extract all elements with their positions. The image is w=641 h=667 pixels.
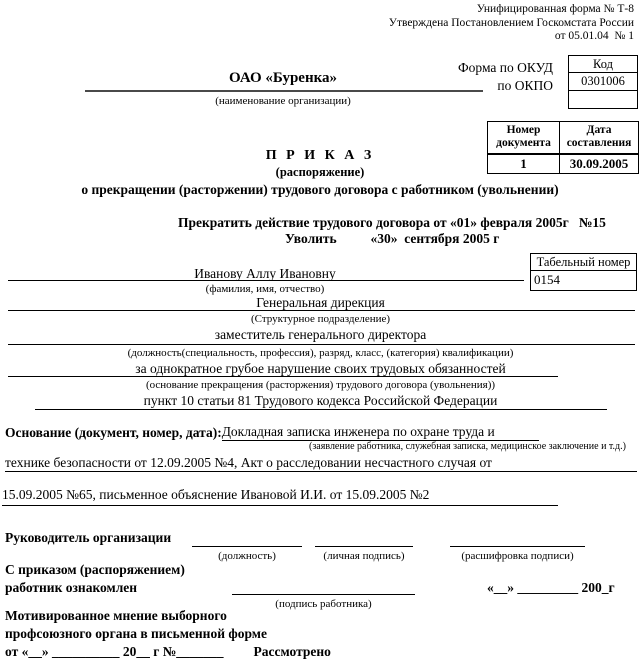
- order-subtitle: (распоряжение): [275, 165, 365, 179]
- order-title: П Р И К А З: [265, 148, 375, 163]
- employee-name-caption: (фамилия, имя, отчество): [205, 283, 325, 295]
- union-opinion-line1: Мотивированное мнение выборного: [5, 608, 227, 623]
- acknowledgement-line1: С приказом (распоряжением): [5, 562, 185, 577]
- organization-name: ОАО «Буренка»: [228, 70, 338, 86]
- acknowledgement-line2: работник ознакомлен: [5, 580, 138, 595]
- okud-label: Форма по ОКУД: [457, 60, 553, 75]
- composition-date-value: 30.09.2005: [560, 154, 639, 174]
- code-header-cell: Код: [569, 56, 637, 73]
- signature-transcript-caption: (расшифровка подписи): [461, 550, 574, 562]
- form-meta-line: Утверждена Постановлением Госкомстата России: [388, 16, 634, 29]
- position-signature-caption: (должность): [218, 550, 276, 562]
- basis-value-line2: технике безопасности от 12.09.2005 №4, Акт о расследовании несчастного случая от: [5, 455, 492, 470]
- personnel-number-label: Табельный номер: [531, 254, 636, 271]
- union-date-number-blank: от «__» __________ 20__ г №_______: [5, 644, 224, 659]
- order-subject: о прекращении (расторжении) трудового договора с работником (увольнении): [81, 182, 559, 197]
- union-opinion-line2: профсоюзного органа в письменной форме: [5, 626, 267, 641]
- labor-code-article: пункт 10 статьи 81 Трудового кодекса Российской Федерации: [143, 393, 498, 408]
- head-of-organization-label: Руководитель организации: [5, 530, 172, 545]
- okud-code-cell: 0301006: [569, 73, 637, 91]
- basis-value-line1: Докладная записка инженера по охране труда и: [222, 424, 539, 441]
- employee-name: [30, 266, 500, 281]
- employee-signature-caption: (подпись работника): [275, 598, 372, 610]
- okpo-label: по ОКПО: [497, 78, 553, 93]
- position-value: заместитель генерального директора: [214, 327, 427, 342]
- position-signature-blank: [192, 532, 302, 547]
- okpo-code-cell: [569, 91, 637, 108]
- fill-line: [8, 310, 635, 311]
- basis-value-line3: 15.09.2005 №65, письменное объяснение Ивановой И.И. от 15.09.2005 №2: [2, 487, 558, 506]
- fill-line: [8, 280, 524, 281]
- employee-name-text: Иванову Аллу Ивановну: [194, 266, 336, 281]
- form-meta: [240, 3, 634, 44]
- code-table: [568, 55, 638, 109]
- fill-line: [8, 376, 558, 377]
- dismissal-reason-caption: (основание прекращения (расторжения) трудового договора (увольнения)): [145, 379, 496, 391]
- dismiss-line: Уволить «30» сентября 2005 г: [285, 231, 500, 246]
- position-caption: (должность(специальность, профессия), разряд, класс, (категория) квалификации): [127, 347, 514, 359]
- composition-date-header: Дата составления: [560, 122, 639, 154]
- form-code-labels: [400, 59, 553, 95]
- personal-signature-caption: (личная подпись): [323, 550, 405, 562]
- acknowledgement-date-blank: «__» _________ 200_г: [487, 580, 615, 595]
- dismissal-reason-value: за однократное грубое нарушение своих трудовых обязанностей: [135, 361, 506, 376]
- order-title-block: [15, 148, 625, 198]
- personnel-number-value: 0154: [534, 272, 560, 287]
- personal-signature-blank: [315, 532, 413, 547]
- union-status: Рассмотрено: [253, 644, 331, 659]
- basis-caption: (заявление работника, служебная записка, медицинское заключение и т.д.): [309, 441, 626, 452]
- basis-label: Основание (документ, номер, дата):: [5, 425, 222, 440]
- terminate-line: Прекратить действие трудового договора от «01» февраля 2005г №15: [178, 215, 606, 230]
- document-number-value: 1: [488, 154, 560, 174]
- structural-division-value: Генеральная дирекция: [256, 295, 385, 310]
- fill-line: [35, 409, 607, 410]
- employee-signature-blank: [232, 582, 415, 595]
- union-opinion-line3: [5, 644, 331, 660]
- basis-row: [5, 424, 637, 441]
- structural-division-caption: (Структурное подразделение): [250, 313, 391, 325]
- personnel-number-box: [530, 253, 637, 291]
- organization-caption: (наименование организации): [215, 95, 351, 107]
- form-meta-line: от 05.01.04 № 1: [554, 30, 634, 42]
- fill-line: [5, 471, 637, 472]
- form-meta-line: Унифицированная форма № Т-8: [476, 3, 634, 15]
- fill-line: [8, 344, 635, 345]
- document-number-header: Номер документа: [488, 122, 560, 154]
- signature-transcript-blank: [450, 532, 585, 547]
